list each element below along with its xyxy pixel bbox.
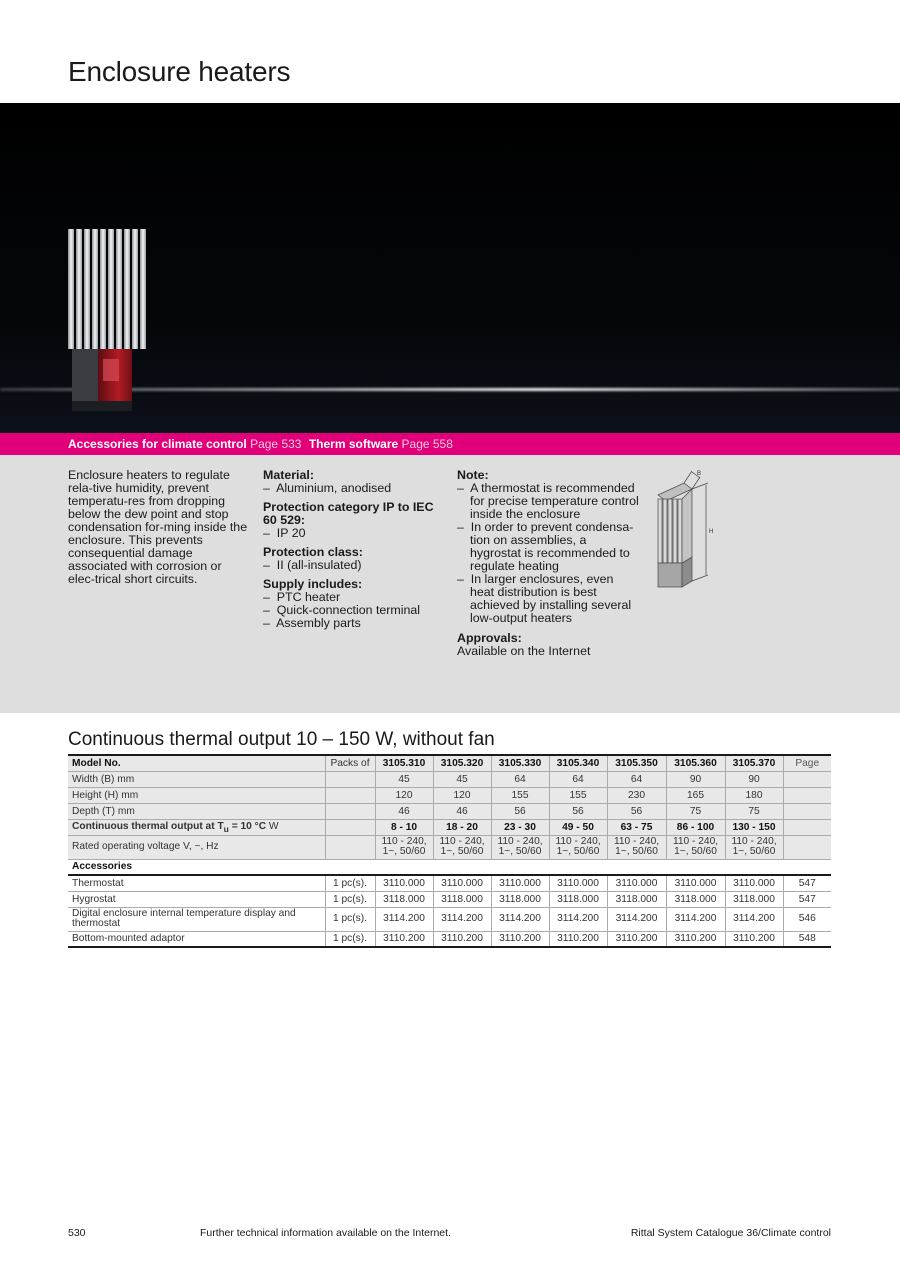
protection-category-heading: Protection category IP to IEC 60 529: [263,500,434,527]
table-cell: 3110.200 [491,931,549,947]
table-cell: 110 - 240, 1~, 50/60 [725,835,783,859]
table-cell: 64 [549,771,607,787]
table-cell: 56 [607,803,666,819]
table-cell: 56 [491,803,549,819]
row-label: Rated operating voltage V, ~, Hz [68,835,325,859]
table-cell: 56 [549,803,607,819]
table-cell: 155 [549,787,607,803]
table-cell: 63 - 75 [607,819,666,835]
table-cell: 3118.000 [666,891,725,907]
table-cell: 130 - 150 [725,819,783,835]
specs-column [263,469,443,630]
header-cell: Page [783,755,831,771]
table-cell: 46 [375,803,433,819]
table-cell: 90 [725,771,783,787]
table-cell: 64 [491,771,549,787]
header-cell: 3105.320 [433,755,491,771]
dimension-drawing-icon [648,469,728,597]
table-cell: 3114.200 [375,907,433,931]
table-cell: 3114.200 [666,907,725,931]
supply-item: – Assembly parts [263,616,361,630]
protection-class-item: – II (all-insulated) [263,558,362,572]
material-item: – Aluminium, anodised [263,481,392,495]
table-cell: 3114.200 [607,907,666,931]
table-cell: 120 [433,787,491,803]
table-row [68,771,831,787]
table-cell: 1 pc(s). [325,875,375,891]
row-label: Continuous thermal output at $T_u = 10$ °C W [68,819,325,835]
table-cell: 180 [725,787,783,803]
table-cell: 3110.000 [607,875,666,891]
info-panel [0,455,900,713]
accessories-link-page[interactable]: Page 533 [250,437,302,451]
software-link-page[interactable]: Page 558 [401,437,453,451]
header-cell: 3105.370 [725,755,783,771]
table-cell: 3110.200 [375,931,433,947]
table-cell: 1 pc(s). [325,891,375,907]
table-cell: 3110.200 [433,931,491,947]
page-ref[interactable]: 547 [783,891,831,907]
page-ref[interactable]: 547 [783,875,831,891]
table-cell: 3110.000 [491,875,549,891]
page-ref[interactable]: 546 [783,907,831,931]
table-cell: 1 pc(s). [325,931,375,947]
note-item: – In order to prevent condensa-tion on assemblies, a hygrostat is recommended to regulate heating [457,520,634,573]
accessory-name: Thermostat [68,875,325,891]
footer-page-number: 530 [68,1227,86,1239]
approvals-heading: Approvals: [457,631,522,645]
table-cell: 46 [433,803,491,819]
table-cell: 86 - 100 [666,819,725,835]
table-cell: 155 [491,787,549,803]
table-cell: 3110.200 [607,931,666,947]
table-cell: 3110.000 [666,875,725,891]
software-link-label[interactable]: Therm software [308,437,399,451]
supply-item: – Quick-connection terminal [263,603,421,617]
supply-heading: Supply includes: [263,577,363,591]
table-cell: 23 - 30 [491,819,549,835]
protection-class-heading: Protection class: [263,545,363,559]
header-cell: 3105.360 [666,755,725,771]
page-ref[interactable]: 548 [783,931,831,947]
table-cell: 3110.000 [725,875,783,891]
table-row [68,875,831,891]
table-row [68,819,831,835]
table-cell: 45 [433,771,491,787]
footer-catalogue: Rittal System Catalogue 36/Climate control [630,1227,831,1239]
product-table [68,754,831,948]
table-cell: 1 pc(s). [325,907,375,931]
table-cell: 230 [607,787,666,803]
table-row [68,787,831,803]
note-heading: Note: [457,468,489,482]
accessories-link-label[interactable]: Accessories for climate control [68,437,247,451]
header-cell: 3105.350 [607,755,666,771]
table-cell: 90 [666,771,725,787]
header-cell: 3105.340 [549,755,607,771]
table-cell: 3110.000 [375,875,433,891]
table-cell: 45 [375,771,433,787]
table-cell: 49 - 50 [549,819,607,835]
table-cell: 3114.200 [549,907,607,931]
description: Enclosure heaters to regulate rela-tive humidity, prevent temperatu-res from dropping below the dew point and stop condensation for-ming inside the enclosure. This prevents consequential damage associated with corrosion or elec-trical short circuits. [68,468,248,586]
note-item: – A thermostat is recommended for precise temperature control inside the enclosure [457,481,639,521]
row-label: Depth (T) mm [68,803,325,819]
drawing-label-h: H [709,529,714,535]
table-cell: 75 [725,803,783,819]
table-cell: 3118.000 [433,891,491,907]
table-cell: 3114.200 [491,907,549,931]
table-row [68,803,831,819]
table-cell: 110 - 240, 1~, 50/60 [375,835,433,859]
header-cell: Model No. [68,755,325,771]
table-header-row [68,755,831,771]
table-cell: 3118.000 [607,891,666,907]
table-cell: 18 - 20 [433,819,491,835]
approvals-text: Available on the Internet [457,644,591,658]
table-cell: 64 [607,771,666,787]
header-cell: 3105.330 [491,755,549,771]
accessory-name: Bottom-mounted adaptor [68,931,325,947]
section-title: Continuous thermal output 10 – 150 W, without fan [68,729,495,750]
table-cell: 3110.000 [549,875,607,891]
table-cell: 3118.000 [491,891,549,907]
table-cell: 110 - 240, 1~, 50/60 [433,835,491,859]
table-cell: 8 - 10 [375,819,433,835]
drawing-label-b: B [697,471,702,477]
page-title: Enclosure heaters [68,56,291,87]
protection-category-item: – IP 20 [263,526,306,540]
note-item: – In larger enclosures, even heat distribution is best achieved by installing several low-output heaters [457,572,632,625]
table-row [68,891,831,907]
table-cell: 3110.200 [549,931,607,947]
table-cell: 3118.000 [725,891,783,907]
table-cell: 3114.200 [433,907,491,931]
table-cell: 3118.000 [549,891,607,907]
table-cell: 165 [666,787,725,803]
supply-item: – PTC heater [263,590,341,604]
table-cell: 110 - 240, 1~, 50/60 [549,835,607,859]
table-cell: 3110.000 [433,875,491,891]
table-cell: 3114.200 [725,907,783,931]
header-cell: 3105.310 [375,755,433,771]
table-cell: 110 - 240, 1~, 50/60 [607,835,666,859]
table-row [68,931,831,947]
table-row [68,835,831,859]
table-cell: 120 [375,787,433,803]
note-column [457,469,639,658]
table-cell: 3118.000 [375,891,433,907]
accessory-name: Digital enclosure internal temperature display and thermostat [68,907,325,931]
footer-note: Further technical information available on the Internet. [200,1227,451,1239]
row-label: Width (B) mm [68,771,325,787]
row-label: Height (H) mm [68,787,325,803]
material-heading: Material: [263,468,314,482]
hero-product-image [0,103,900,433]
header-cell: Packs of [325,755,375,771]
table-cell: 110 - 240, 1~, 50/60 [491,835,549,859]
accessories-heading: Accessories [68,859,831,875]
heater-product-icon [58,223,168,433]
table-cell: 3110.200 [666,931,725,947]
table-row [68,907,831,931]
table-cell: 3110.200 [725,931,783,947]
accessory-name: Hygrostat [68,891,325,907]
table-cell: 110 - 240, 1~, 50/60 [666,835,725,859]
accessories-bar [0,433,900,455]
accessories-heading-row [68,859,831,875]
table-cell: 75 [666,803,725,819]
